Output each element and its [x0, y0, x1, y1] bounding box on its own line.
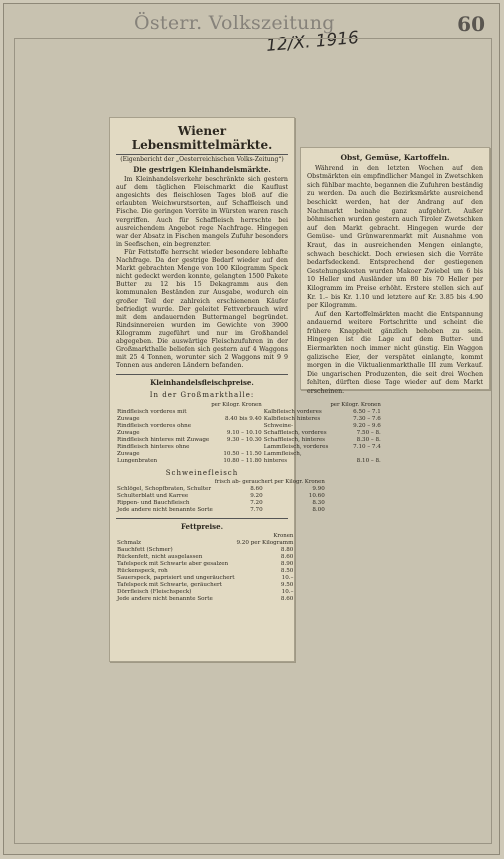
- table-row: [116, 568, 294, 575]
- table-cell: Bauchfett (Schmer): [117, 546, 173, 553]
- market-heading: In der Großmarkthalle:: [149, 391, 255, 400]
- table-cell: Tafelspeck mit Schwarte, geräuchert: [117, 581, 222, 588]
- table-cell: Sauerspeck, paprisiert und ungeräuchert: [117, 574, 235, 581]
- table-cell: 9.50: [280, 581, 294, 588]
- table-cell: Schweine-: [263, 422, 293, 429]
- clipping-lebensmittelmaerkte: [109, 117, 381, 662]
- table-row: [116, 416, 382, 423]
- fat-heading: Fettpreise.: [180, 521, 224, 531]
- table-row: [116, 575, 294, 582]
- table-cell: 9.20 per Kilogramm: [236, 539, 294, 546]
- pork-heading: Schweinefleisch: [165, 468, 239, 477]
- table-cell: Rindfleisch vorderes ohne: [117, 422, 192, 429]
- paragraph: Im Kleinhandelsverkehr beschränkte sich gestern auf dem täglichen Fleischmarkt die Kauflust angesichts des fleischlosen Tages bloß auf die erlaubten Weichwurstsorten, auf Schaffleisch und Fische. Die geringen Vorräte in Würsten waren rasch vergriffen. Auch für Schaffleisch herrschte bei ausreichendem Angebot rege Nachfrage. Hingegen war der Absatz in Fischen mangels Zufuhr besonders in Seefischen, ein begrenzter.: [116, 176, 288, 248]
- table-header: Kronen: [273, 532, 294, 539]
- table-cell: 7.10 – 7.4: [353, 443, 381, 450]
- table-cell: Schaffleisch, vorderes: [263, 429, 327, 436]
- table-row: [116, 547, 294, 554]
- prices-heading: Kleinhandelsfleischpreise.: [150, 378, 254, 388]
- paragraph: Für Fettstoffe herrscht wieder besondere lebhafte Nachfrage. Da der gestrige Bedarf wieder auf den Markt gebrachten Menge von 100 Kilogramm Speck nicht gedeckt werden konnte, gelangten 1500 Pakete Butter zu 12 bis 15 Dekagramm aus den kommunalen Beständen zur Ausgabe, wodurch ein großer Teil der zahlreich erschienenen Käufer befriedigt wurde. Der geleitet Fettverbrauch wird mit dem andauernden Buttermangel begründet. Rindsinnereien wurden im Gewichte von 3900 Kilogramm zugeführt und nur im Großhandel abgegeben. Die auswärtige Fleischzufuhren in der Großmarkthalle beliefen sich gestern auf 4 Waggons mit 25 4 Tonnen, worunter sich 2 Waggons mit 9 9 Tonnen aus anderen Ländern befanden.: [116, 248, 288, 370]
- table-cell: 7.50 – 8.: [356, 429, 381, 436]
- article-title: Obst, Gemüse, Kartoffeln.: [340, 153, 450, 162]
- table-cell: 8.50: [280, 567, 294, 574]
- newspaper-masthead: Österr. Volkszeitung: [134, 12, 335, 34]
- table-cell: Zuwage: [117, 429, 140, 436]
- table-cell: Rindfleisch hinteres ohne: [117, 443, 190, 450]
- table-row: [116, 589, 294, 596]
- fat-price-table: [116, 533, 294, 603]
- table-row: [116, 444, 382, 451]
- table-cell: 7.30 – 7.6: [353, 415, 381, 422]
- table-cell: Schlögel, Schopfbraten, Schulter: [117, 485, 212, 492]
- table-row: [116, 423, 382, 430]
- table-cell: 10.60: [308, 492, 325, 499]
- table-cell: Schulterblatt und Karree: [117, 492, 189, 499]
- table-cell: 8.30: [312, 499, 325, 506]
- table-cell: [210, 423, 263, 430]
- table-cell: 10.50 – 11.50: [223, 450, 262, 457]
- table-cell: Rindfleisch hinteres mit Zuwage: [117, 436, 210, 443]
- table-cell: 10.80 – 11.80: [223, 457, 262, 464]
- archive-sheet: [3, 3, 500, 855]
- table-cell: 8.60: [280, 595, 294, 602]
- table-cell: 9.10 – 10.10: [226, 429, 262, 436]
- meat-price-table: [116, 402, 382, 465]
- table-row: [116, 582, 294, 589]
- table-cell: 8.60: [250, 485, 263, 492]
- table-row: [116, 430, 382, 437]
- table-cell: Kalbfleisch hinteres: [263, 415, 321, 422]
- table-cell: 10.–: [281, 574, 294, 581]
- table-row: [116, 409, 382, 416]
- handwritten-date: 12/X. 1916: [265, 27, 360, 57]
- table-cell: hinteres: [263, 457, 288, 464]
- table-cell: [210, 444, 263, 451]
- page-number: 60: [457, 12, 485, 36]
- table-cell: Lammfleisch,: [263, 450, 302, 457]
- table-row: [116, 493, 326, 500]
- table-cell: 9.20: [250, 492, 263, 499]
- table-cell: Rückenfett, nicht ausgelassen: [117, 553, 203, 560]
- article-subtitle: (Eigenbericht der „Oesterreichischen Volks-Zeitung“): [120, 156, 284, 163]
- table-cell: 9.90: [312, 485, 325, 492]
- table-row: [116, 596, 294, 603]
- table-cell: 6.50 – 7.1: [353, 408, 381, 415]
- table-cell: [210, 409, 263, 416]
- table-cell: 9.30 – 10.30: [226, 436, 262, 443]
- divider: [116, 374, 288, 375]
- section-heading: Die gestrigen Kleinhandelsmärkte.: [133, 165, 271, 174]
- table-cell: 8.30 – 8.: [356, 436, 381, 443]
- table-cell: Zuwage: [117, 415, 140, 422]
- table-cell: [329, 451, 382, 458]
- table-cell: Lammfleisch, vorderes: [263, 443, 329, 450]
- table-header: per Kilogr. Kronen per Kilogr. Kronen: [211, 401, 381, 408]
- table-row: [116, 458, 382, 465]
- table-cell: Jede andere nicht benannte Sorte: [117, 595, 213, 602]
- table-cell: 8.10 – 8.: [356, 457, 381, 464]
- table-cell: Dörrfleisch (Fleischspeck): [117, 588, 192, 595]
- table-cell: 7.20: [250, 499, 263, 506]
- table-row: [116, 507, 326, 514]
- table-cell: 8.80: [280, 546, 294, 553]
- table-row: [116, 500, 326, 507]
- table-row: [116, 451, 382, 458]
- table-cell: Rippen- und Bauchfleisch: [117, 499, 190, 506]
- table-cell: Tafelspeck mit Schwarte aber gesalzen: [117, 560, 229, 567]
- table-cell: Schmalz: [117, 539, 141, 546]
- table-cell: 9.20 – 9.6: [353, 422, 381, 429]
- clipping-obst-gemuese: [300, 147, 490, 396]
- table-row: [116, 561, 294, 568]
- table-header: frisch ab- gerauchert per Kilogr. Kronen: [214, 478, 325, 485]
- paragraph: Während in den letzten Wochen auf den Obstmärkten ein empfindlicher Mangel in Zwetschken sich fühlbar machte, begannen die Zufuhren beständig zu werden. Da auch die Bezirksmärkte ausreichend beschickt werden, hat der Andrang auf den Nachmarkt beinahe ganz aufgehört. Außer böhmischen wurden gestern auch Tiroler Zwetschken auf den Markt gebracht. Hingegen wurde der Gemüse- und Grünwarenmarkt mit Ausnahme von Kraut, das in ausreichenden Mengen einlangte, schwach beschickt. Doch erwiesen sich die Vorräte bedarfsdeckend. Entsprechend der gestiegenen Gestehungskosten wurden Makoer Zwiebel um 6 bis 10 Heller und Ausländer um 80 bis 70 Heller per Kilogramm im Preise erhöht. Erstere stellen sich auf Kr. 1.– bis Kr. 1.10 und letztere auf Kr. 3.85 bis 4.90 per Kilogramm.: [307, 164, 483, 310]
- article-title: Wiener Lebensmittelmärkte.: [116, 124, 288, 155]
- table-cell: 8.40 bis 9.40: [225, 415, 262, 422]
- table-cell: Rindfleisch vorderes mit: [117, 408, 187, 415]
- table-cell: Zuwage: [117, 450, 140, 457]
- divider: [116, 518, 288, 519]
- table-cell: Lungenbraten: [117, 457, 158, 464]
- table-cell: 8.90: [280, 560, 294, 567]
- table-cell: 10.–: [281, 588, 294, 595]
- table-cell: Rückenspeck, roh: [117, 567, 168, 574]
- table-cell: 7.70: [250, 506, 263, 513]
- table-row: [116, 540, 294, 547]
- paragraph: Auf den Kartoffelmärkten macht die Entspannung andauernd weitere Fortschritte und scheint die frühere Knappheit gänzlich behoben zu sein. Hingegen ist die Lage auf dem Butter- und Eiermarkten noch immer nicht günstig. Ein Waggon galizische Eier, der verspätet einlangte, kommt morgen in die Viktualienmarkthalle III zum Verkauf. Die ungarischen Produzenten, die seit drei Wochen fehlten, dürften diese Tage wieder auf dem Markt erscheinen.: [307, 310, 483, 396]
- table-row: [116, 486, 326, 493]
- table-row: [116, 554, 294, 561]
- table-cell: 8.00: [312, 506, 325, 513]
- table-cell: Kalbfleisch vorderes: [263, 408, 322, 415]
- table-row: [116, 437, 382, 444]
- table-cell: Jede andere nicht benannte Sorte: [117, 506, 213, 513]
- table-cell: Schaffleisch, hinteres: [263, 436, 326, 443]
- pork-price-table: [116, 479, 326, 514]
- table-cell: 8.60: [280, 553, 294, 560]
